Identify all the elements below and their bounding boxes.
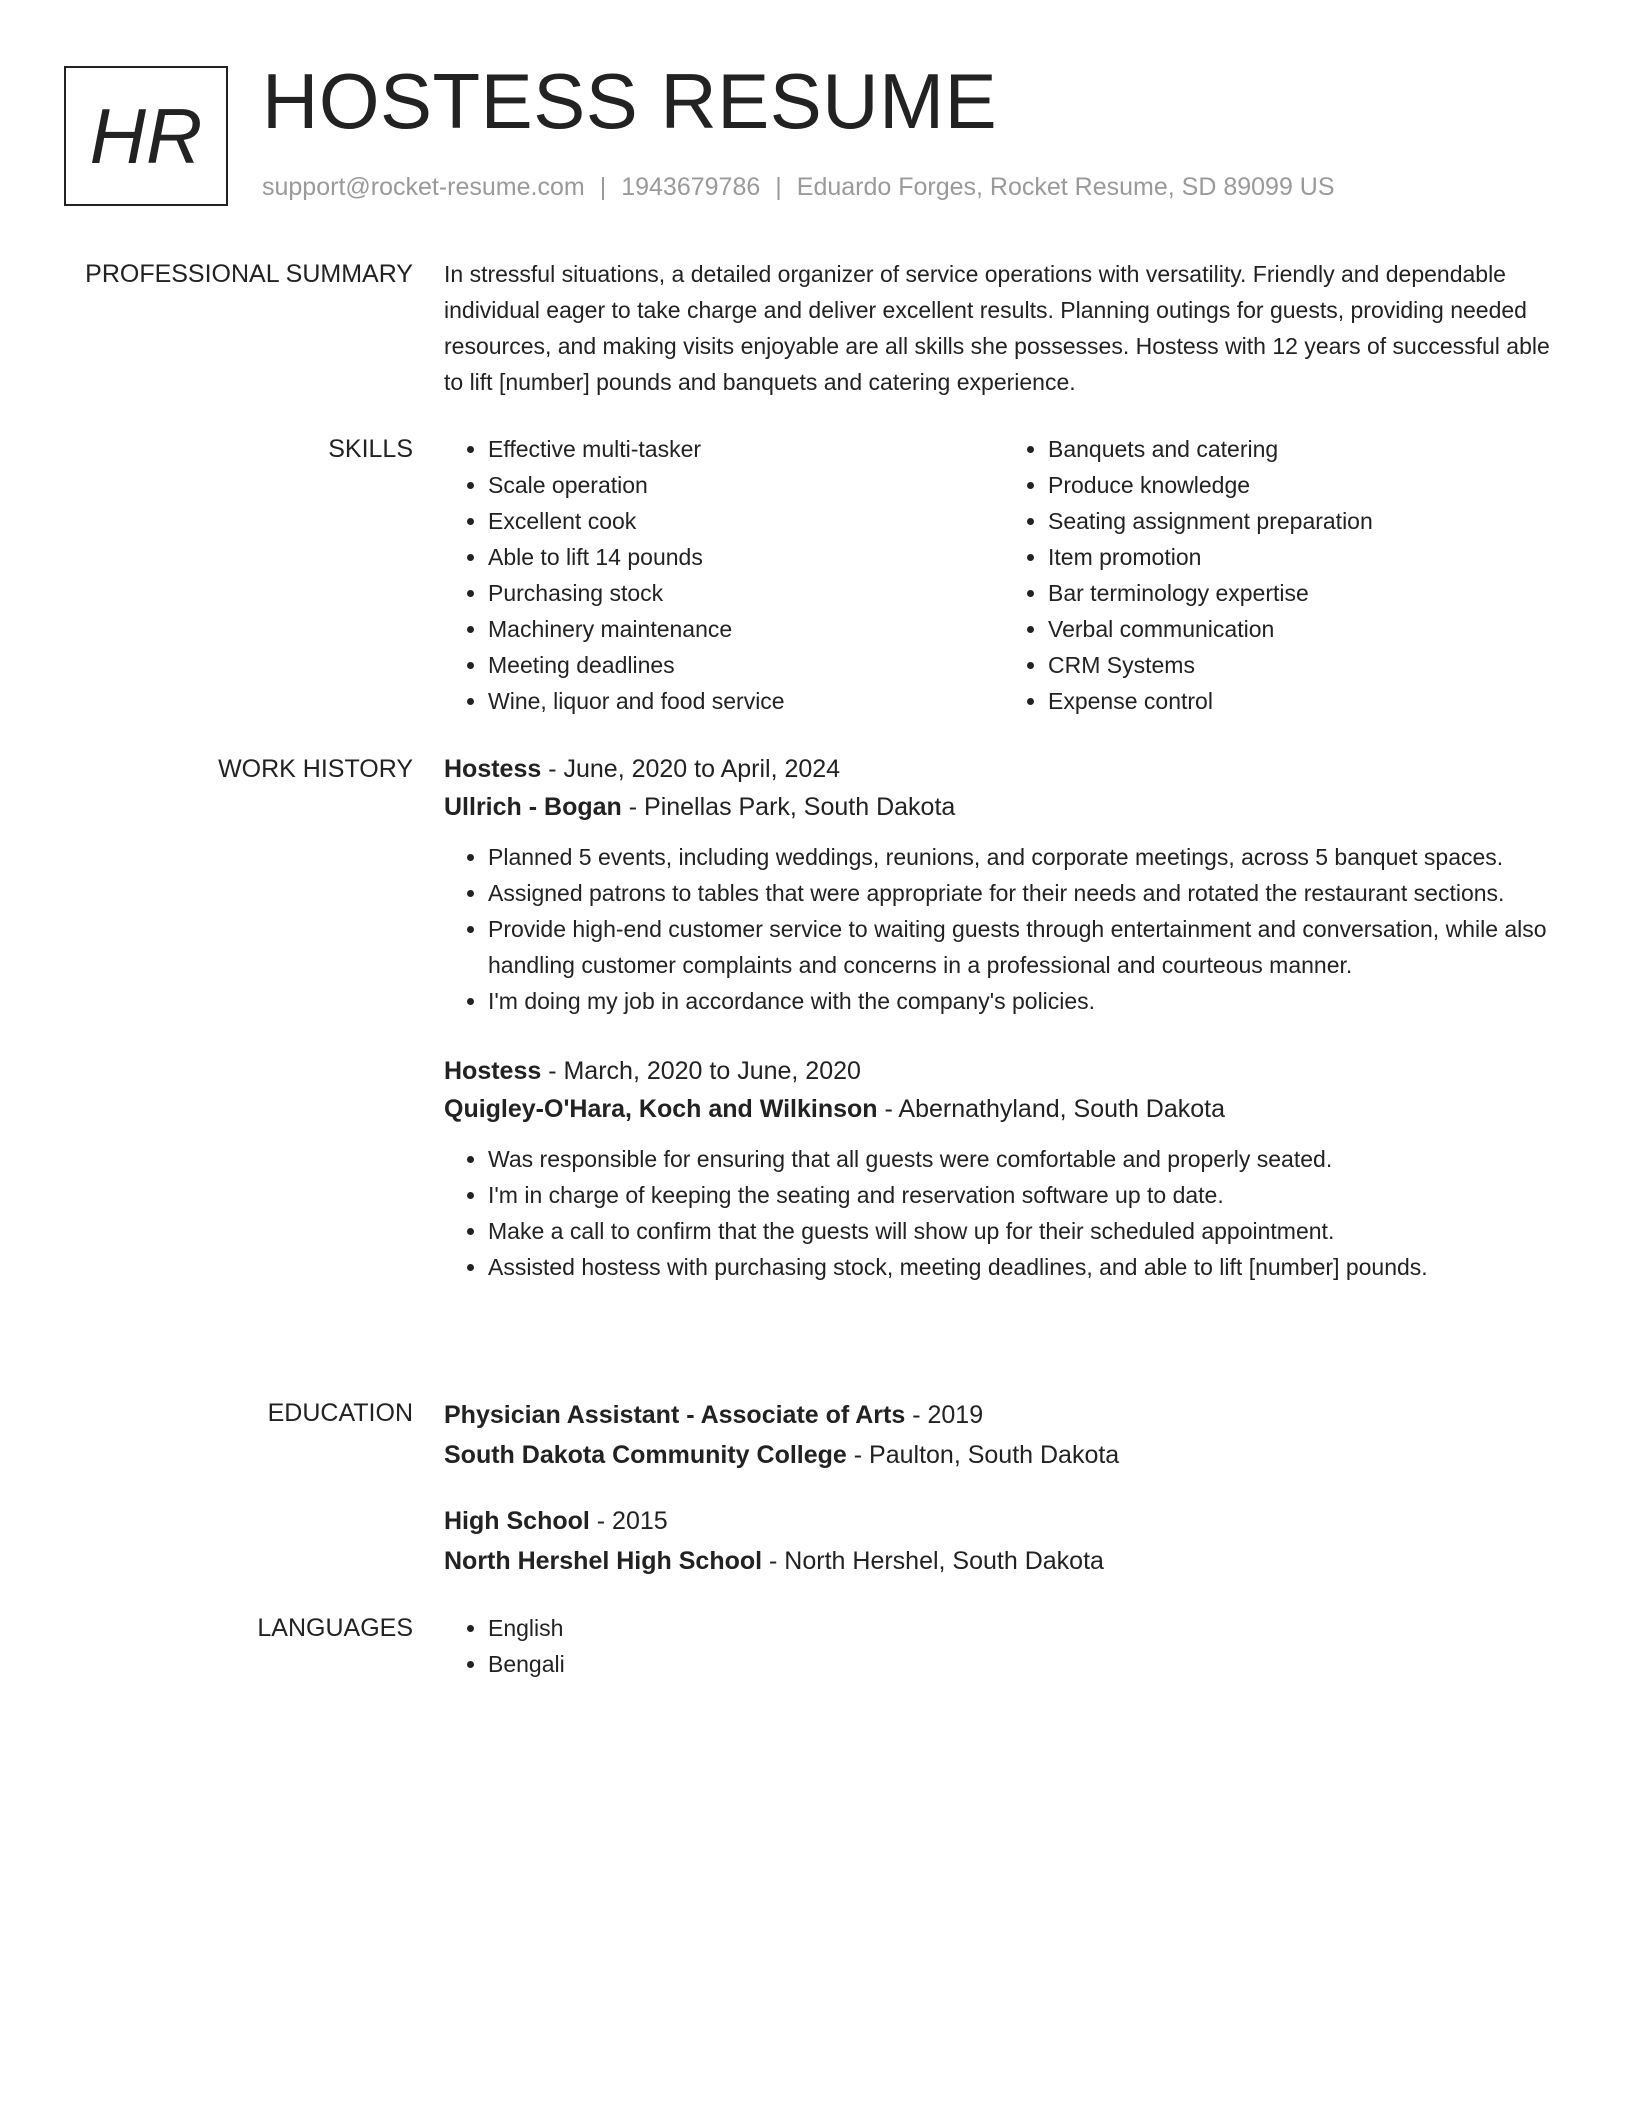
- job-location: - Abernathyland, South Dakota: [877, 1095, 1226, 1123]
- edu-degree: Physician Assistant - Associate of Arts: [444, 1401, 906, 1429]
- job-dates: - March, 2020 to June, 2020: [541, 1057, 861, 1085]
- skill-item: • Machinery maintenance: [488, 611, 1004, 647]
- edu-location: - North Hershel, South Dakota: [762, 1547, 1104, 1575]
- contact-line: [262, 173, 1335, 202]
- section-title: PROFESSIONAL SUMMARY: [85, 260, 413, 288]
- job-entry: [444, 751, 1564, 1019]
- edu-school: South Dakota Community College: [444, 1441, 847, 1469]
- contact-email[interactable]: support@rocket-resume.com: [262, 173, 585, 201]
- edu-location: - Paulton, South Dakota: [846, 1441, 1120, 1469]
- job-role: Hostess: [444, 1057, 542, 1085]
- job-location: - Pinellas Park, South Dakota: [621, 793, 956, 821]
- job-bullet: • I'm doing my job in accordance with the company's policies.: [488, 983, 1564, 1019]
- contact-address: Eduardo Forges, Rocket Resume, SD 89099 US: [796, 173, 1335, 201]
- section-title: EDUCATION: [267, 1399, 413, 1427]
- resume-title: HOSTESS RESUME: [262, 57, 998, 145]
- skill-item: • Expense control: [1048, 683, 1564, 719]
- skill-item: • Verbal communication: [1048, 611, 1564, 647]
- monogram-logo: HR: [64, 66, 228, 206]
- skill-item: • Meeting deadlines: [488, 647, 1004, 683]
- skill-item: • Banquets and catering: [1048, 431, 1564, 467]
- skill-item: • CRM Systems: [1048, 647, 1564, 683]
- skills-list-right: [1004, 431, 1564, 719]
- skill-item: • Effective multi-tasker: [488, 431, 1004, 467]
- skill-item: • Bar terminology expertise: [1048, 575, 1564, 611]
- job-bullet: • Provide high-end customer service to waiting guests through entertainment and conversation, while also handling customer complaints and concerns in a professional and courteous manner.: [488, 911, 1564, 983]
- skill-item: • Item promotion: [1048, 539, 1564, 575]
- job-bullets: [444, 839, 1564, 1019]
- skill-item: • Excellent cook: [488, 503, 1004, 539]
- job-bullet: • I'm in charge of keeping the seating and reservation software up to date.: [488, 1177, 1564, 1213]
- contact-separator: |: [775, 173, 782, 201]
- education-entry: [444, 1395, 1564, 1475]
- job-employer: Quigley-O'Hara, Koch and Wilkinson: [444, 1095, 878, 1123]
- contact-separator: |: [599, 173, 607, 201]
- contact-phone[interactable]: 1943679786: [621, 173, 761, 201]
- edu-year: - 2015: [589, 1507, 668, 1535]
- skill-item: • Seating assignment preparation: [1048, 503, 1564, 539]
- section-title: SKILLS: [328, 435, 413, 463]
- job-bullet: • Planned 5 events, including weddings, reunions, and corporate meetings, across 5 banquet spaces.: [488, 839, 1564, 875]
- skill-item: • Produce knowledge: [1048, 467, 1564, 503]
- languages-list: [444, 1610, 1564, 1682]
- job-bullet: • Was responsible for ensuring that all guests were comfortable and properly seated.: [488, 1141, 1564, 1177]
- skill-item: • Scale operation: [488, 467, 1004, 503]
- job-bullet: • Make a call to confirm that the guests will show up for their scheduled appointment.: [488, 1213, 1564, 1249]
- job-bullet: • Assigned patrons to tables that were appropriate for their needs and rotated the restaurant sections.: [488, 875, 1564, 911]
- skill-item: • Purchasing stock: [488, 575, 1004, 611]
- language-item: • English: [488, 1610, 1564, 1646]
- job-dates: - June, 2020 to April, 2024: [541, 755, 841, 783]
- job-entry: [444, 1053, 1564, 1285]
- skills-list-left: [444, 431, 1004, 719]
- education-entry: [444, 1501, 1564, 1581]
- skill-item: • Able to lift 14 pounds: [488, 539, 1004, 575]
- edu-degree: High School: [444, 1507, 590, 1535]
- section-title: WORK HISTORY: [218, 755, 413, 783]
- language-item: • Bengali: [488, 1646, 1564, 1682]
- skill-item: • Wine, liquor and food service: [488, 683, 1004, 719]
- edu-school: North Hershel High School: [444, 1547, 763, 1575]
- job-bullet: • Assisted hostess with purchasing stock, meeting deadlines, and able to lift [number] pounds.: [488, 1249, 1564, 1285]
- summary-text: In stressful situations, a detailed organizer of service operations with versatility. Friendly and dependable individual eager to take charge and deliver excellent results. Planning outings for guests, providing needed resources, and making visits enjoyable are all skills she possesses. Hostess with 12 years of successful able to lift [number] pounds and banquets and catering experience.: [444, 261, 1550, 395]
- edu-year: - 2019: [905, 1401, 984, 1429]
- job-bullets: [444, 1141, 1564, 1285]
- job-role: Hostess: [444, 755, 542, 783]
- job-employer: Ullrich - Bogan: [444, 793, 622, 821]
- section-title: LANGUAGES: [257, 1614, 413, 1642]
